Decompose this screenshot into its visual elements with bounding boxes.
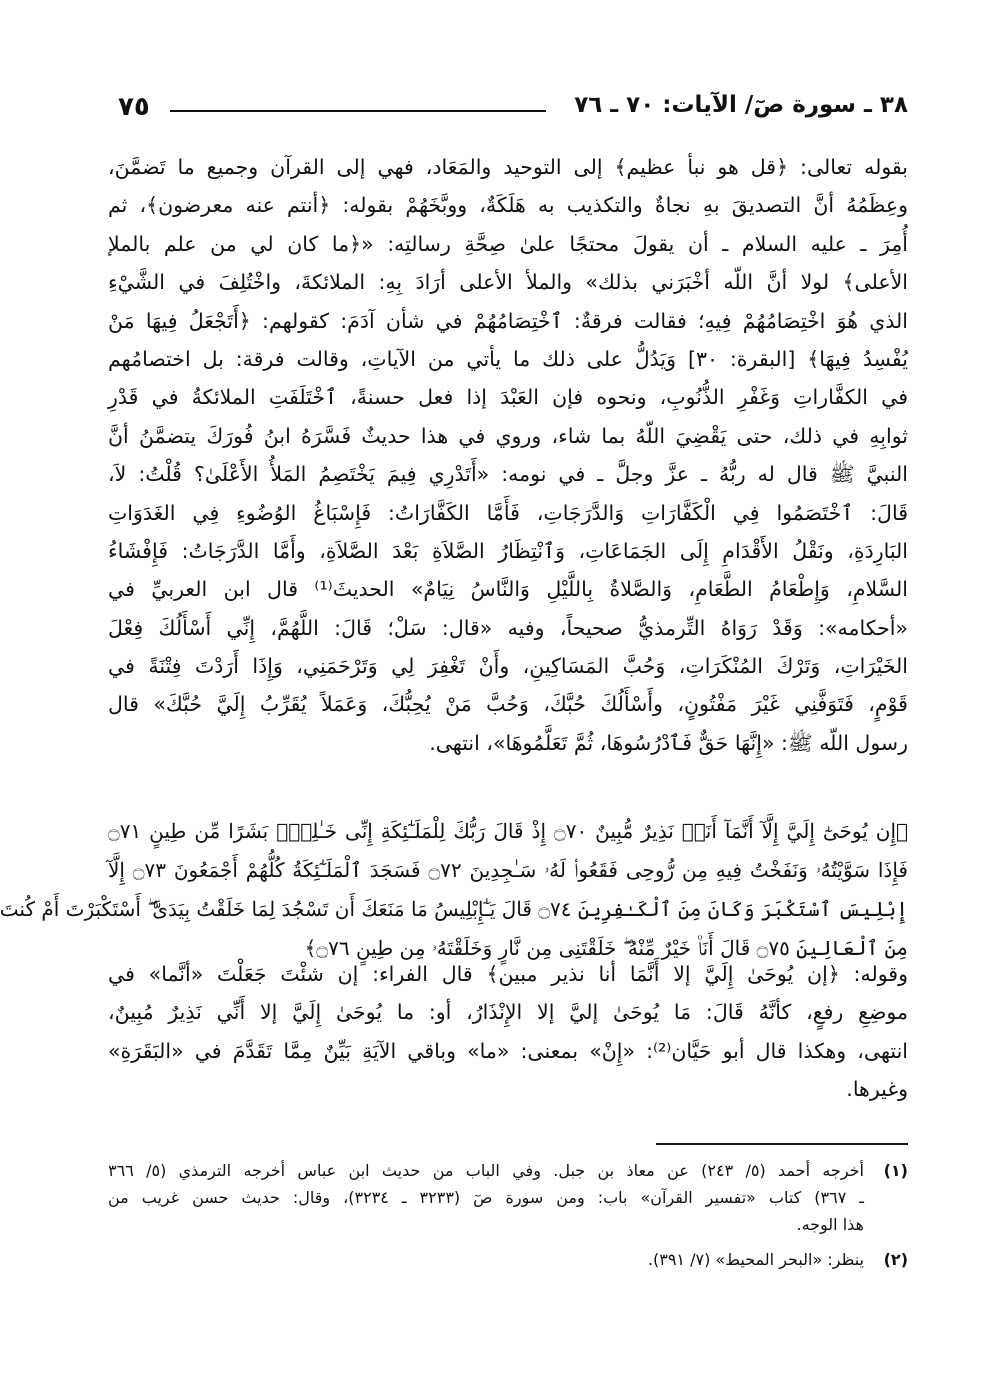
text-line: البَارِدَةِ، ونَقْلُ الأَقْدَامِ إِلَى الجَمَاعَاتِ، وَٱنْتِظَارُ الصَّلاَةِ بَعْدَ الصَّلاَةِ، وأَمَّا الدَّرَجَاتُ: فَإِفْشَاءُ bbox=[108, 538, 908, 563]
verse-line: فَإِذَا سَوَّيْتُهُۥ وَنَفَخْتُ فِيهِ مِن رُّوحِى فَقَعُوا۟ لَهُۥ سَـٰجِدِينَ ۝٧٢ فَسَجَدَ ٱلْمَلَـٰٓئِكَةُ كُلُّهُمْ أَجْمَعُونَ ۝٧٣ إِلَّآ bbox=[108, 858, 908, 882]
commentary-block bbox=[108, 955, 908, 1109]
header-rule bbox=[170, 110, 546, 112]
text-line: رسول اللّه ﷺ: «إِنَّهَا حَقٌّ فَٱدْرُسُوهَا، ثُمَّ تَعَلَّمُوهَا»، انتهى. bbox=[429, 730, 908, 755]
text-line: «أحكامه»: وَقَدْ رَوَاهُ التِّرمذيُّ صحيحاً، وفيه «قال: سَلْ؛ قَالَ: اللَّهُمَّ، إِنِّي أَسْأَلُكَ فِعْلَ bbox=[108, 615, 908, 640]
text-line: يُفْسِدُ فِيهَا﴾ [البقرة: ٣٠] وَيَدُلُّ على ذلك ما يأتي من الآياتِ، وقالت فرقة: بل اختصامُهم bbox=[108, 346, 908, 371]
text-line: بقوله تعالى: ﴿قل هو نبأ عظيم﴾ إلى التوحيد والمَعَاد، فهي إلى القرآن وجميع ما تَضمَّنَ، bbox=[108, 155, 908, 179]
footnote-text: ـ ٣٦٧) كتاب «تفسير القرآن» باب: ومن سورة صٓ (٣٢٣٣ ـ ٣٢٣٤)، وقال: حديث حسن غريب من bbox=[108, 1188, 864, 1207]
text-line: النبيَّ ﷺ قال له ربُّهُ ـ عزَّ وجلَّ ـ في نومه: «أَتَدْرِي فِيمَ يَخْتَصِمُ المَلأُ الأَعْلَىٰ؟ قُلْتُ: لاَ، bbox=[108, 462, 908, 487]
text-line: ثوابِهِ في ذلك، حتى يَقْضِيَ اللّهُ بما شاء، وروي في هذا حديثٌ فَسَّرَهُ ابنُ فُورَكَ يتضمَّنُ أنَّ bbox=[108, 423, 908, 448]
verse-line: ﴿إِن يُوحَىٰٓ إِلَيَّ إِلَّآ أَنَّمَآ أَنَا۠ نَذِيرٌ مُّبِينٌ ۝٧٠ إِذْ قَالَ رَبُّكَ لِلْمَلَـٰٓئِكَةِ إِنِّى خَـٰلِقٌۢ بَشَرًا مِّن طِينٍ ۝٧١ bbox=[108, 819, 909, 843]
text-line: انتهى، وهكذا قال أبو حَيَّان⁽²⁾: «إِنْ» بمعنى: «ما» وباقي الآيَةِ بَيِّنٌ مِمَّا تَقَدَّمَ في «البَقَرَةِ» bbox=[108, 1038, 908, 1063]
quran-verses-block bbox=[0, 812, 909, 968]
footnote-text: هذا الوجه. bbox=[796, 1215, 864, 1234]
page-header bbox=[108, 86, 908, 130]
footnote-text: أخرجه أحمد (٥/ ٢٤٣) عن معاذ بن جبل. وفي الباب من حديث ابن عباس أخرجه الترمذي (٥/ ٣٦٦ bbox=[108, 1161, 864, 1180]
text-line: موضِعِ رفعٍ، كأنَّهُ قَالَ: مَا يُوحَىٰ إليَّ إلا الإِنْذَارُ، أو: ما يُوحَىٰ إِلَيَّ إلا أَنِّي نَذِيرٌ مُبِينٌ، bbox=[108, 1000, 908, 1025]
verse-line: مِنَ ٱلْعَالِينَ ۝٧٥ قَالَ أَنَا۠ خَيْرٌ مِّنْهُ ۖ خَلَقْتَنِى مِن نَّارٍ وَخَلَقْتَهُۥ مِن طِينٍ ۝٧٦﴾ bbox=[304, 936, 908, 960]
text-line: الذي هُوَ اخْتِصَامُهُمْ فِيهِ؛ فقالت فرقةٌ: ٱخْتِصَامُهُمْ في شأن آدَمَ: كقولهم: ﴿أَتَجْعَلُ فِيهَا مَنْ bbox=[108, 308, 908, 333]
text-line: الخَيْرَاتِ، وَتَرْكَ المُنْكَرَاتِ، وَحُبَّ المَسَاكِينِ، وأَنْ تَغْفِرَ لِي وَتَرْحَمَنِي، وَإِذَا أَرَدْتَ فِتْنَةً في bbox=[108, 654, 908, 679]
text-line: أُمِرَ ـ عليه السلام ـ أن يقولَ محتجًا علىٰ صِحَّةِ رسالتِه: «﴿ما كان لي من علم بالملإ bbox=[108, 231, 908, 256]
footnote-line bbox=[108, 1157, 908, 1184]
text-line: قَوْمٍ، فَتَوَفَّنِي غَيْرَ مَفْتُونٍ، وأَسْأَلُكَ حُبَّكَ، وَحُبَّ مَنْ يُحِبُّكَ، وَعَمَلاً يُقَرِّبُ إِلَيَّ حُبَّكَ» قال bbox=[108, 692, 908, 717]
text-line: وعِظَمُهُ أنَّ التصديقَ بهِ نجاةٌ والتكذيب به هَلَكَةٌ، ووبَّخَهُمْ بقوله: ﴿أنتم عنه معرضون﴾، ثم bbox=[108, 193, 908, 218]
text-line: وغيرها. bbox=[846, 1077, 908, 1102]
text-line: وقوله: ﴿إن يُوحَىٰ إِلَيَّ إلا أَنَّمَا أنا نذير مبين﴾ قال الفراء: إن شئْتَ جَعَلْتَ «أنَّما» في bbox=[108, 962, 908, 986]
footnote-text: ينظر: «البحر المحيط» (٧/ ٣٩١). bbox=[647, 1250, 864, 1269]
text-line: قَالَ: ٱخْتَصَمُوا فِي الْكَفَّارَاتِ وَالدَّرَجَاتِ، فَأَمَّا الكَفَّارَاتُ: فَإِسْبَاغُ الوُضُوءِ فِي الغَدَوَاتِ bbox=[108, 500, 908, 525]
footnote-line bbox=[108, 1211, 908, 1238]
text-line: الأعلى﴾ لولا أنَّ اللّه أخْبَرَني بذلك» والملأ الأعلى أرَادَ بِهِ: الملائكةَ، واخْتُلِفَ في الشَّيْءِ bbox=[108, 270, 908, 295]
footnote-separator bbox=[656, 1143, 908, 1145]
text-line: في الكفَّاراتِ وَغَفْرِ الذُّنُوبِ، ونحوه فإن العَبْدَ إذا فعل حسنةً، ٱخْتَلَفَتِ الملائكةُ في قَدْرِ bbox=[108, 385, 908, 410]
footnotes bbox=[108, 1157, 908, 1273]
running-title: ٣٨ ـ سورة صٓ/ الآيات: ٧٠ ـ ٧٦ bbox=[574, 92, 908, 118]
text-line: السَّلامِ، وَإِطْعَامُ الطَّعَامِ، وَالصَّلاةُ بِاللَّيْلِ وَالنَّاسُ نِيَامٌ» الحديثَ⁽¹⁾ قال ابن العربيِّ في bbox=[108, 577, 908, 602]
footnote-number: (١) bbox=[883, 1161, 908, 1180]
footnote-number: (٢) bbox=[883, 1250, 908, 1269]
footnote-line bbox=[108, 1184, 908, 1211]
page-number: ٧٥ bbox=[118, 92, 150, 122]
footnote-line bbox=[108, 1246, 908, 1273]
verse-line: إِبْلِيسَ ٱسْتَكْبَرَ وَكَانَ مِنَ ٱلْكَـٰفِرِينَ ۝٧٤ قَالَ يَـٰٓإِبْلِيسُ مَا مَنَعَكَ أَن تَسْجُدَ لِمَا خَلَقْتُ بِيَدَىَّ ۖ أَسْتَكْبَرْتَ أَمْ كُنتَ bbox=[0, 897, 908, 921]
main-text-block bbox=[108, 148, 908, 762]
